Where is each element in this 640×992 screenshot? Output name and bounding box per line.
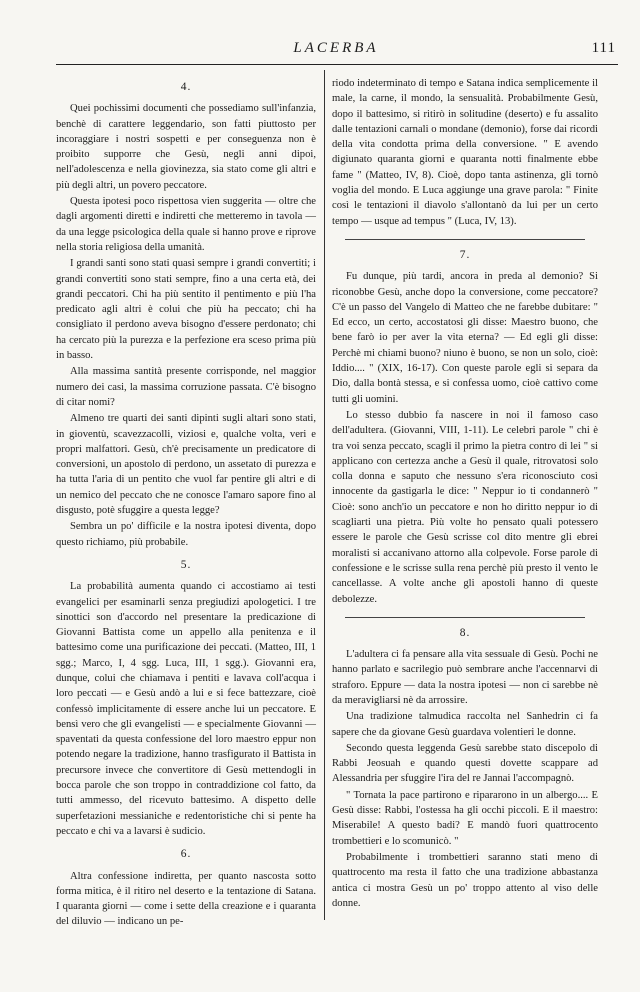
column-divider bbox=[324, 70, 325, 920]
paragraph: Alla massima santità presente corrisponde, nel maggior numero dei casi, la massima corruzione passata. C'è bisogno di citar nomi? bbox=[56, 366, 316, 408]
paragraph: Probabilmente i trombettieri saranno stati meno di quattrocento ma resta il fatto che una tradizione abbastanza antica ci mostra Gesù un po' troppo attento al viso delle donne. bbox=[332, 851, 598, 909]
page-number: 111 bbox=[591, 40, 616, 56]
paragraph: Una tradizione talmudica raccolta nel Sanhedrin ci fa sapere che da giovane Gesù guardava volentieri le donne. bbox=[332, 711, 598, 738]
paragraph: Sembra un po' difficile e la nostra ipotesi diventa, dopo questo richiamo, più probabile. bbox=[56, 521, 316, 548]
left-column bbox=[56, 72, 316, 931]
paragraph: Questa ipotesi poco rispettosa vien suggerita — oltre che dagli argomenti diretti e indiretti che metteremo in tavola — da una legge psicologica della quale si hanno prove e riprove nella storia religiosa della umanità. bbox=[56, 196, 316, 253]
section-rule bbox=[345, 617, 585, 618]
section-4-number: 4. bbox=[180, 81, 192, 93]
paragraph: I grandi santi sono stati quasi sempre i grandi convertiti; i grandi convertiti sono stati sempre, fino a una certa età, dei grandi peccatori. Chi ha più sentito il pentimento e più l'ha predicato agli altri è colui che più ha peccato; chi ha consigliato il perdono aveva bisogno d'essere perdonato; chi ha cercato più la purezza e la perfezione era sceso prima più in basso. bbox=[56, 258, 316, 362]
paragraph: Almeno tre quarti dei santi dipinti sugli altari sono stati, in gioventù, scavezzacolli, viziosi e, qualche volta, veri e propri malfattori. Gesù, ch'è precisamente un predicatore di conversioni, un apostolo di perdono, un assetato di purezza e ha tutta l'aria di un pentito che vuol far pentire gli altri e di un nemico del peccato che ne conosce l'amaro sapore fino al disgusto, potè sfuggire a questa legge? bbox=[56, 413, 316, 517]
paragraph: Secondo questa leggenda Gesù sarebbe stato discepolo di Rabbi Jeosuah e quando questi dovette scappare ad Alessandria per sfuggire l'ira del re Jannai l'accompagnò. bbox=[332, 742, 598, 785]
section-6-number: 6. bbox=[180, 848, 192, 861]
section-rule bbox=[345, 239, 585, 240]
paragraph: riodo indeterminato di tempo e Satana indica semplicemente il male, la carne, il mondo, la sensualità. Probabilmente Gesù, dopo il battesimo, si ritirò in solitudine (deserto) e fu assalito dalle tentazioni carnali o mondane (demonio), forse dai ricordi della vita condotta prima della conversione. " E avendo digiunato quaranta giorni e quaranta notti finalmente ebbe fame " (Matteo, IV, 8). Cioè, dopo tanta astinenza, gli tornò voglia del mondo. E Luca aggiunge una grave parola: " Finite così le tentazioni il diavolo s'allontanò da lui per un certo tempo — usque ad tempus " (Luca, IV, 13). bbox=[332, 78, 598, 227]
paragraph: Fu dunque, più tardi, ancora in preda al demonio? Si riconobbe Gesù, anche dopo la conversione, come peccatore? C'è un passo del Vangelo di Matteo che ne farebbe dubitare: " Ed ecco, un certo, accostatosi gli disse: Maestro buono, che bene farò io per aver la vita eterna? — Ed egli gli disse: Perchè mi chiami buono? niuno è buono, se non un solo, cioè: Iddio.... " (XIX, 16-17). Con queste parole egli si separa da Dio, dalla bontà stessa, e si confessa uomo, cioè cattivo come tutti gli uomini. bbox=[332, 271, 598, 405]
journal-title: LACERBA bbox=[293, 40, 379, 56]
paragraph: Lo stesso dubbio fa nascere in noi il famoso caso dell'adultera. (Giovanni, VIII, 1-11). Le celebri parole " chi è tra voi senza peccato, scagli il primo la pietra contro di lei " si applicano con certezza anche a Gesù il quale, ritrovatosi solo colla donna e saputo che nessuno s'era riconosciuto così innocente da gastigarla le dice: " Neppur io ti condannerò " Cioè: sono anch'io un peccatore e non ho diritto neppur io di scagliarti una pietra. Più volte ho pensato quali potessero essere le parole che Gesù scrisse col dito mentre gli ebrei moralisti si accanivano attorno alla colpevole. Forse parole di confessione e le scrisse sulla rena perchè più presto il vento le cancellasse. A volte anche gli apostoli hanno di queste debolezze. bbox=[332, 409, 598, 605]
paragraph: " Tornata la pace partirono e ripararono in un albergo.... E Gesù disse: Rabbi, l'ostessa ha gli occhi piccoli. E il maestro: Miserabile! A questo badi? E mandò fuori quattrocento trombettieri e lo scomunicò. " bbox=[332, 789, 598, 847]
section-8-number: 8. bbox=[459, 626, 471, 639]
section-5-number: 5. bbox=[180, 558, 192, 571]
header-rule bbox=[56, 64, 618, 65]
paragraph: Altra confessione indiretta, per quanto nascosta sotto forma mitica, è il ritiro nel deserto e la tentazione di Satana. I quaranta giorni — come i sette della creazione e i quaranta del diluvio — indicano un pe- bbox=[56, 870, 316, 928]
right-column bbox=[332, 76, 598, 912]
paragraph: Quei pochissimi documenti che possediamo sull'infanzia, benchè di carattere leggendario, son fatti piuttosto per incoraggiare i nostri sospetti e per conseguenza non è proibito supporre che Gesù, negli anni dipoi, nell'adolescenza e nella giovinezza, sia stato come gli altri e più degli altri, un povero peccatore. bbox=[56, 103, 316, 191]
section-7-number: 7. bbox=[459, 248, 471, 261]
paragraph: La probabilità aumenta quando ci accostiamo ai testi evangelici per esaminarli senza pregiudizi apologetici. I tre sinottici son d'accordo nel presentare la predicazione di Giovanni Battista come un appello alla penitenza e il battesimo come una purificazione dei peccati. (Matteo, III, 1 sgg.; Marco, I, 4 sgg. Luca, III, 1 sgg.). Giovanni era, dunque, colui che chiamava i pentiti e lavava coll'acqua i loro peccati — e Gesù andò a lui e si fece battezzare, cioè confessò implicitamente di essere anche lui un peccatore. E bensì vero che gli evangelisti — e specialmente Giovanni — spaventati da questa confessione del loro maestro eppur non potendo negare la tradizione, hanno trasfigurato il Battista in precursore invece che convertitore di Gesù mettendogli in bocca parole che son troppo in contraddizione col fatto, da tutti ammesso, del ricevuto battesimo. A dispetto delle superfetazioni messianiche e redentoristiche chi si pente ha peccato e chi va a lavarsi è sudicio. bbox=[56, 581, 316, 837]
paragraph: L'adultera ci fa pensare alla vita sessuale di Gesù. Pochi ne hanno parlato e sacrilegio può sembrare anche l'accennarvi di straforo. Eppure — data la nostra ipotesi — non ci sarebbe nè da meravigliarsi nè da arrossire. bbox=[332, 649, 598, 706]
page-header bbox=[56, 40, 616, 64]
